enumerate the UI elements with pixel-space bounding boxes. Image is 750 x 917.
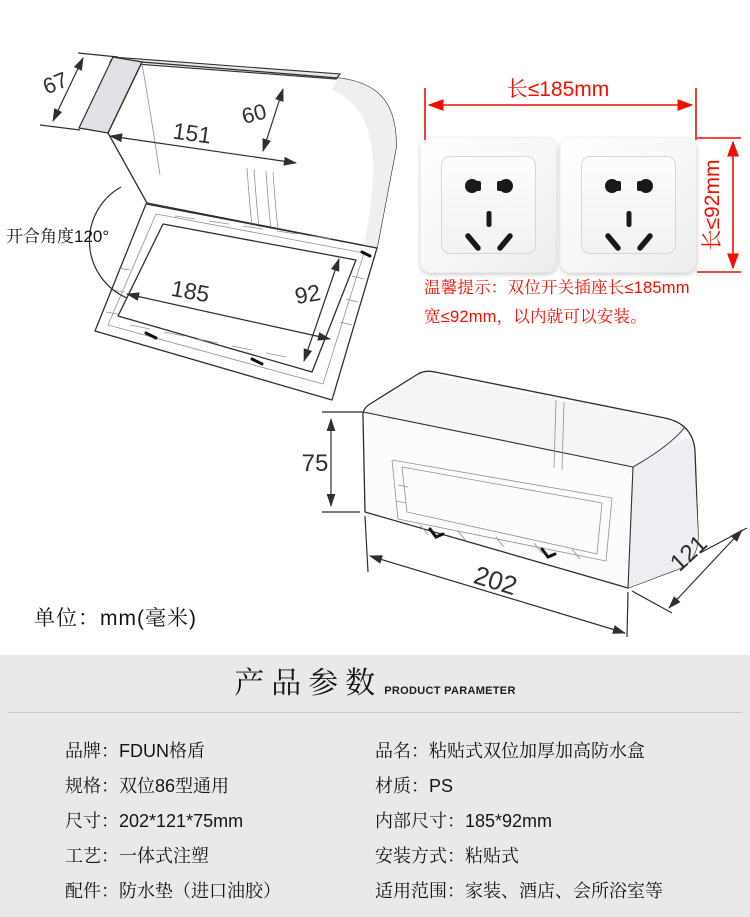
section-title: 产品参数: [234, 667, 383, 700]
dim-box-depth: 121: [665, 529, 713, 578]
open-box-hinge-straps: [247, 168, 278, 230]
dim-inner-length: 185: [169, 274, 212, 308]
tip-line-2: 宽≤92mm，以内就可以安装。: [424, 308, 647, 326]
param-spec: 规格：双位86型通用: [65, 776, 230, 796]
section-header: [0, 655, 750, 700]
socket-top-dim-label: 长≤185mm: [506, 78, 610, 101]
param-brand: 品牌：FDUN格盾: [65, 741, 205, 761]
socket-side-dim-label: 长≤92mm: [701, 159, 724, 251]
section-subtitle: PRODUCT PARAMETER: [384, 685, 516, 697]
open-box-lid-outline: [79, 57, 396, 248]
closed-box-outline: [363, 371, 698, 588]
param-material: 材质：PS: [375, 776, 454, 796]
open-box-diagram: [0, 30, 420, 420]
closed-box-diagram: [280, 365, 750, 655]
parameters-table: [0, 713, 750, 909]
dim-box-length: 202: [470, 559, 521, 602]
param-name: 品名：粘贴式双位加厚加高防水盒: [375, 741, 645, 761]
dim-flap-width: 151: [171, 117, 213, 149]
open-box-dimensions: [6, 53, 339, 361]
param-accessory: 配件：防水垫（进口油胶）: [65, 881, 281, 901]
param-craft: 工艺：一体式注塑: [65, 846, 209, 866]
dim-flap-height: 60: [238, 98, 270, 129]
param-scope: 适用范围：家装、酒店、会所浴室等: [375, 881, 663, 901]
tip-line-1: 温馨提示：双位开关插座长≤185mm: [424, 279, 690, 297]
param-install: 安装方式：粘贴式: [375, 846, 519, 866]
dim-box-height: 75: [301, 450, 329, 477]
dim-angle-label: 开合角度120°: [6, 227, 110, 246]
socket-size-tip: [424, 274, 746, 332]
product-parameters-section: [0, 655, 750, 917]
dim-flap-side: 67: [39, 66, 72, 100]
param-size: 尺寸：202*121*75mm: [65, 811, 244, 831]
dim-inner-width: 92: [292, 279, 323, 310]
unit-label: 单位：mm(毫米): [34, 607, 197, 630]
param-inner-size: 内部尺寸：185*92mm: [375, 811, 553, 831]
